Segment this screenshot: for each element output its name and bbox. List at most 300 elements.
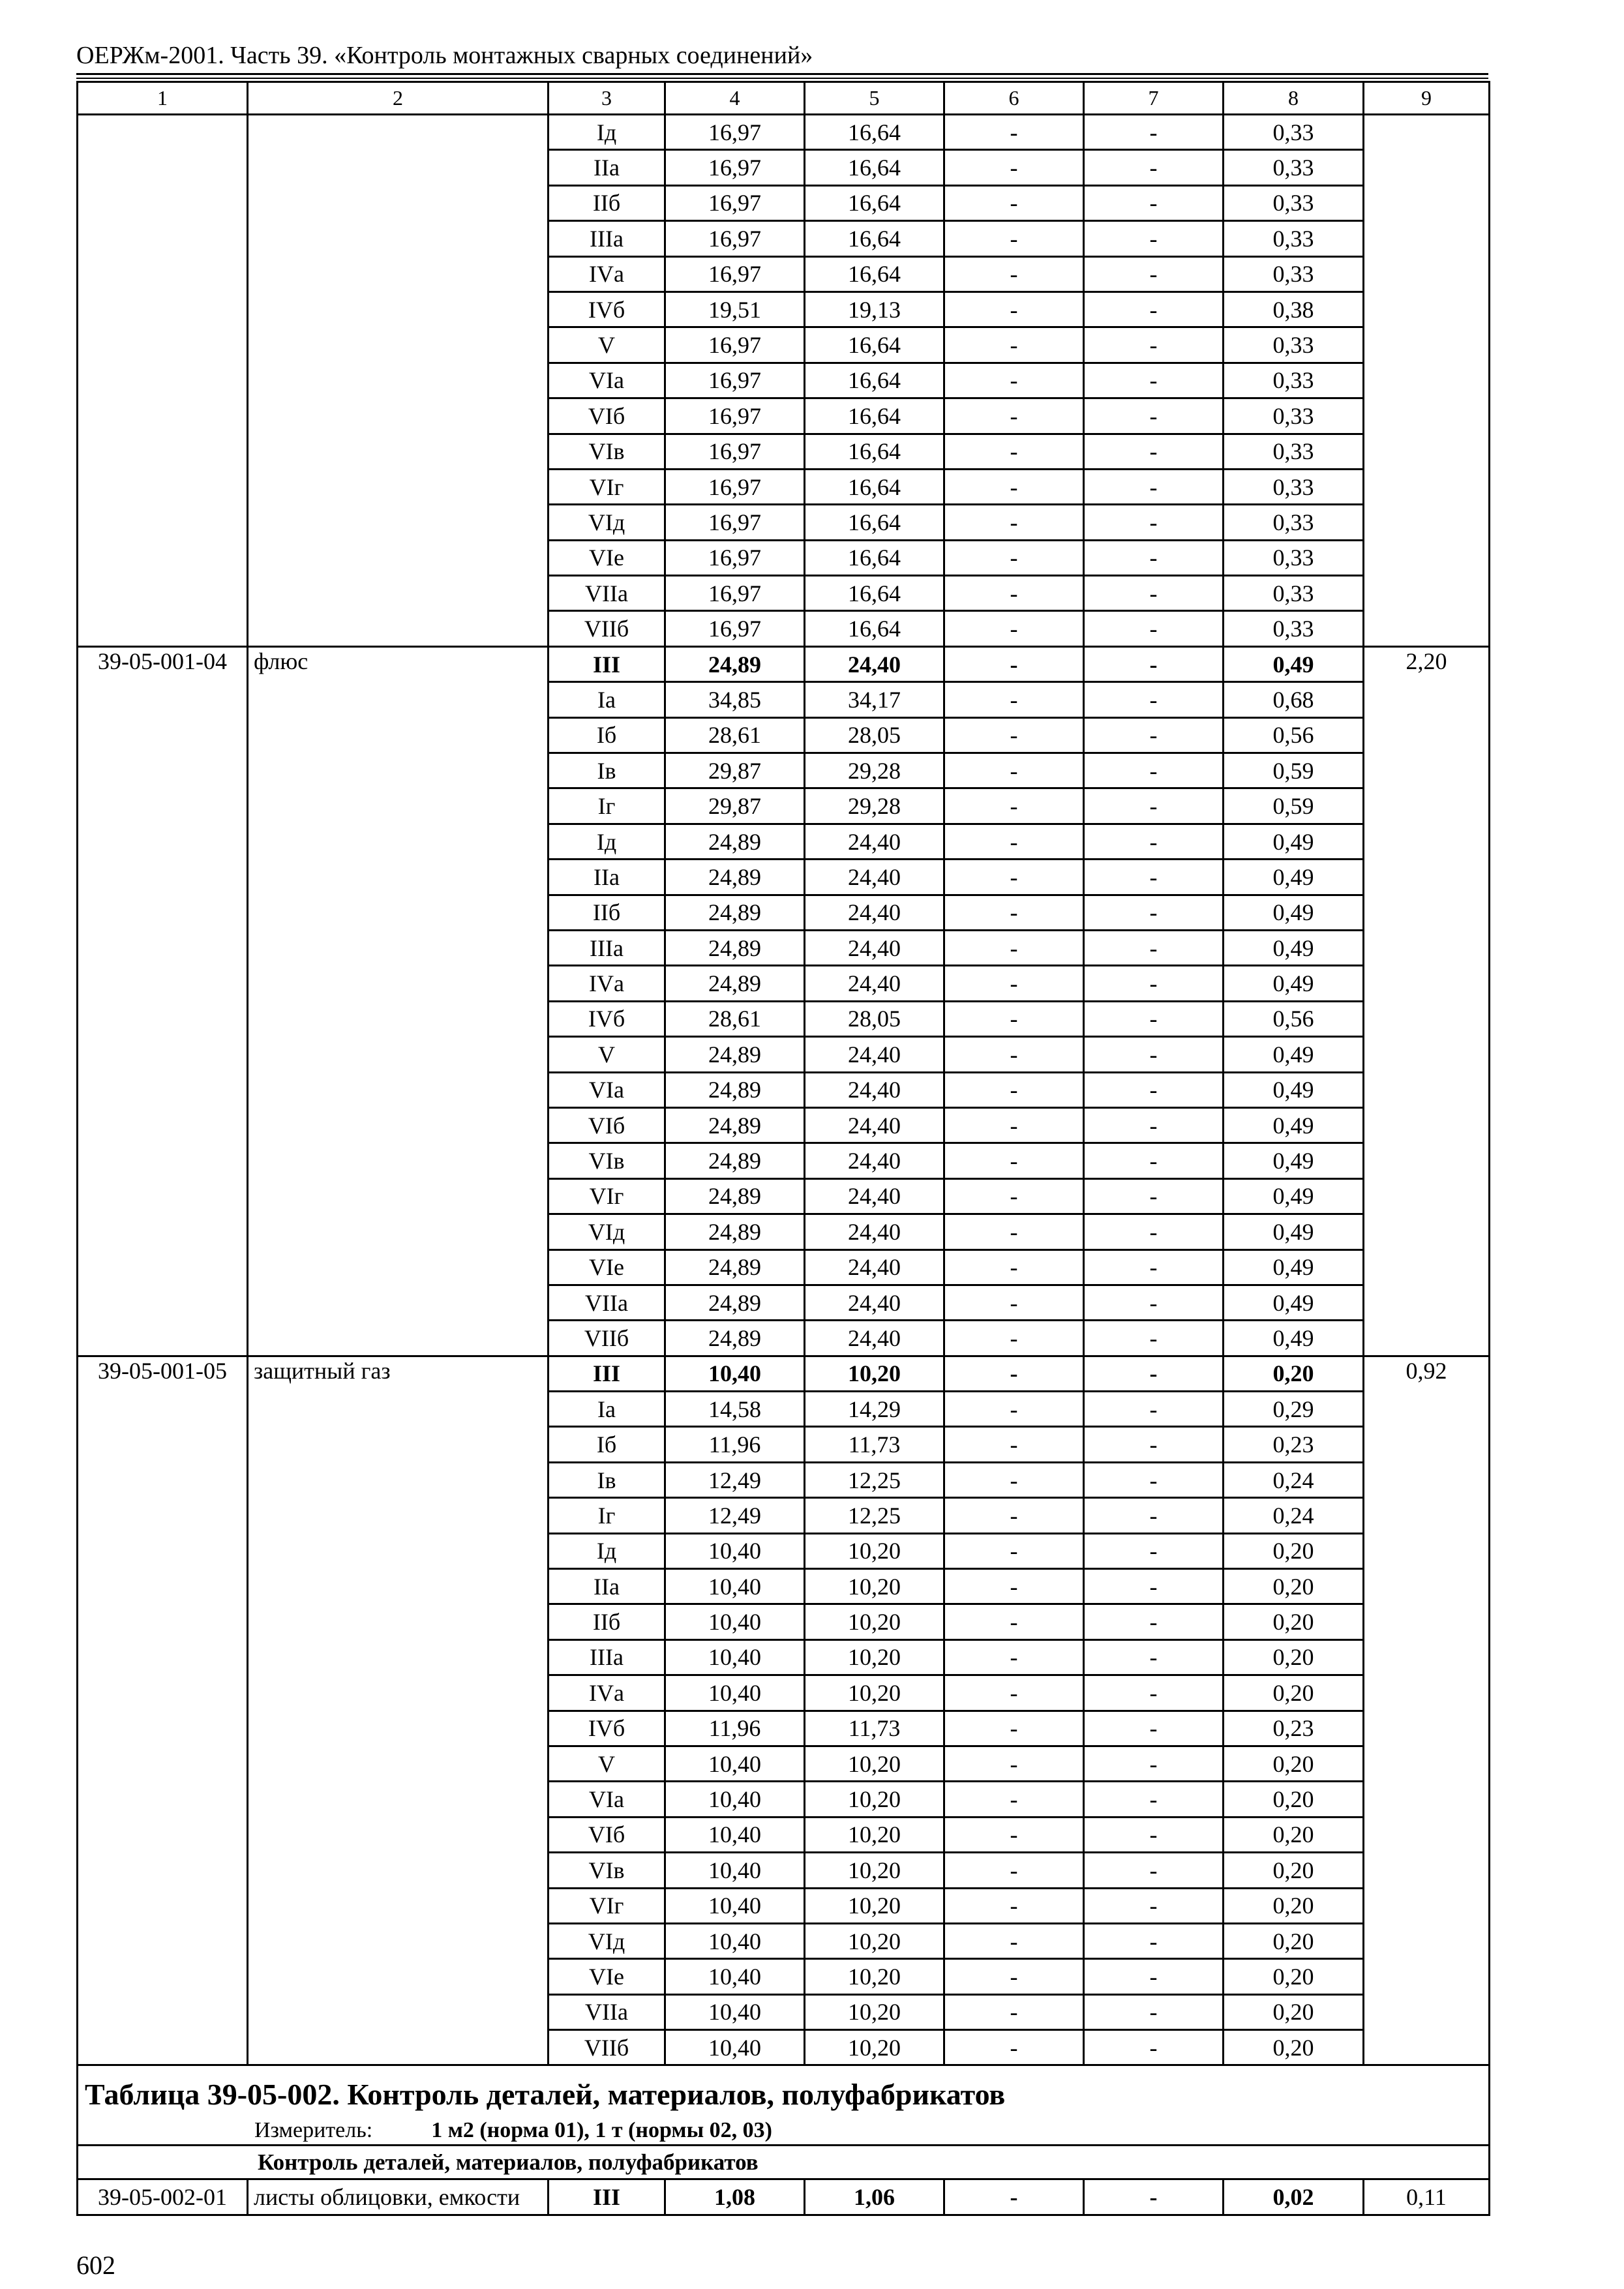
row-zone: VIIа <box>549 576 665 611</box>
row-c5: 10,20 <box>805 1746 944 1781</box>
row-c4: 28,61 <box>665 1001 805 1036</box>
row-zone: VIд <box>549 505 665 540</box>
row-zone: III <box>549 2179 665 2215</box>
rate-name: листы облицовки, емкости <box>248 2179 549 2215</box>
row-c7: - <box>1084 292 1224 327</box>
row-c8: 0,49 <box>1224 1107 1364 1143</box>
row-c7: - <box>1084 788 1224 824</box>
row-c4: 24,89 <box>665 1178 805 1214</box>
row-zone: V <box>549 1746 665 1781</box>
row-c5: 16,64 <box>805 611 944 646</box>
row-zone: Iв <box>549 753 665 788</box>
rate-name: флюс <box>248 646 549 1356</box>
row-c6: - <box>944 611 1084 646</box>
row-c8: 0,49 <box>1224 1178 1364 1214</box>
row-c7: - <box>1084 1001 1224 1036</box>
row-zone: IIб <box>549 1604 665 1639</box>
row-c4: 16,97 <box>665 363 805 398</box>
row-c6: - <box>944 115 1084 150</box>
row-c5: 29,28 <box>805 788 944 824</box>
row-c5: 10,20 <box>805 1604 944 1639</box>
row-c7: - <box>1084 1498 1224 1533</box>
row-c8: 0,20 <box>1224 1959 1364 1994</box>
row-c8: 0,38 <box>1224 292 1364 327</box>
row-c6: - <box>944 717 1084 753</box>
row-c6: - <box>944 1817 1084 1852</box>
row-c8: 0,33 <box>1224 434 1364 469</box>
row-c7: - <box>1084 1249 1224 1285</box>
row-zone: IIIа <box>549 930 665 965</box>
row-zone: VIа <box>549 1072 665 1107</box>
row-c5: 11,73 <box>805 1711 944 1746</box>
row-c4: 10,40 <box>665 1639 805 1675</box>
row-c5: 12,25 <box>805 1498 944 1533</box>
row-zone: IIб <box>549 895 665 930</box>
row-zone: VIе <box>549 1959 665 1994</box>
row-c8: 0,33 <box>1224 363 1364 398</box>
row-zone: VIа <box>549 1782 665 1817</box>
row-zone: Iв <box>549 1462 665 1497</box>
row-c5: 14,29 <box>805 1392 944 1427</box>
row-c4: 10,40 <box>665 1888 805 1923</box>
row-c6: - <box>944 1639 1084 1675</box>
column-number-7: 7 <box>1084 82 1224 115</box>
row-c7: - <box>1084 1462 1224 1497</box>
row-c4: 16,97 <box>665 398 805 434</box>
row-c8: 0,33 <box>1224 611 1364 646</box>
row-c7: - <box>1084 966 1224 1001</box>
row-c5: 24,40 <box>805 930 944 965</box>
row-c7: - <box>1084 1285 1224 1320</box>
rate-code: 39-05-002-01 <box>78 2179 248 2215</box>
row-c6: - <box>944 363 1084 398</box>
code-cell <box>78 115 248 647</box>
row-c5: 24,40 <box>805 1143 944 1178</box>
row-c7: - <box>1084 1569 1224 1604</box>
row-c8: 0,49 <box>1224 1285 1364 1320</box>
row-c8: 0,20 <box>1224 1569 1364 1604</box>
header-rule-thin <box>76 78 1488 79</box>
row-c8: 0,33 <box>1224 576 1364 611</box>
row-c7: - <box>1084 1675 1224 1711</box>
row-c4: 24,89 <box>665 824 805 859</box>
row-c4: 10,40 <box>665 1817 805 1852</box>
row-c6: - <box>944 292 1084 327</box>
row-c6: - <box>944 1746 1084 1781</box>
row-c4: 24,89 <box>665 1249 805 1285</box>
row-c8: 0,49 <box>1224 1143 1364 1178</box>
row-c8: 0,56 <box>1224 1001 1364 1036</box>
row-c6: - <box>944 185 1084 220</box>
row-c6: - <box>944 1427 1084 1462</box>
row-c7: - <box>1084 434 1224 469</box>
row-c7: - <box>1084 576 1224 611</box>
row-c7: - <box>1084 1427 1224 1462</box>
row-c4: 11,96 <box>665 1711 805 1746</box>
row-c8: 0,49 <box>1224 1072 1364 1107</box>
row-c6: - <box>944 788 1084 824</box>
row-zone: IVб <box>549 1001 665 1036</box>
row-c5: 24,40 <box>805 1285 944 1320</box>
row-c4: 16,97 <box>665 505 805 540</box>
row-c7: - <box>1084 150 1224 185</box>
row-c8: 0,59 <box>1224 753 1364 788</box>
row-c6: - <box>944 150 1084 185</box>
row-c8: 0,29 <box>1224 1392 1364 1427</box>
row-c8: 0,33 <box>1224 469 1364 504</box>
row-zone: Iд <box>549 115 665 150</box>
row-c6: - <box>944 1072 1084 1107</box>
row-c7: - <box>1084 1214 1224 1249</box>
row-c7: - <box>1084 221 1224 256</box>
row-c5: 24,40 <box>805 1037 944 1072</box>
row-c8: 0,33 <box>1224 256 1364 292</box>
row-c6: - <box>944 1321 1084 1356</box>
row-c4: 10,40 <box>665 1569 805 1604</box>
row-zone: Iа <box>549 1392 665 1427</box>
document-header: ОЕРЖм-2001. Часть 39. «Контроль монтажных сварных соединений» <box>76 42 813 69</box>
row-c8: 0,20 <box>1224 1853 1364 1888</box>
row-zone: Iд <box>549 824 665 859</box>
meter-line <box>78 2112 1488 2144</box>
row-c7: - <box>1084 2179 1224 2215</box>
row-c5: 10,20 <box>805 1356 944 1391</box>
row-c8: 0,20 <box>1224 1604 1364 1639</box>
column-number-8: 8 <box>1224 82 1364 115</box>
row-c4: 10,40 <box>665 2030 805 2065</box>
row-c6: - <box>944 1285 1084 1320</box>
row-c7: - <box>1084 1711 1224 1746</box>
row-zone: IIа <box>549 150 665 185</box>
row-c7: - <box>1084 469 1224 504</box>
row-c5: 16,64 <box>805 434 944 469</box>
row-c8: 0,20 <box>1224 1746 1364 1781</box>
rates-table <box>76 81 1490 2216</box>
row-c5: 34,17 <box>805 682 944 717</box>
row-c4: 24,89 <box>665 1107 805 1143</box>
row-c5: 16,64 <box>805 256 944 292</box>
row-c7: - <box>1084 753 1224 788</box>
row-c6: - <box>944 1178 1084 1214</box>
row-c4: 24,89 <box>665 895 805 930</box>
row-c6: - <box>944 540 1084 575</box>
row-c5: 16,64 <box>805 505 944 540</box>
row-zone: VIа <box>549 363 665 398</box>
row-c6: - <box>944 895 1084 930</box>
table-row <box>78 115 1490 150</box>
row-c5: 10,20 <box>805 1817 944 1852</box>
row-c5: 24,40 <box>805 966 944 1001</box>
row-zone: VIб <box>549 1817 665 1852</box>
row-c4: 24,89 <box>665 1214 805 1249</box>
row-c4: 24,89 <box>665 1072 805 1107</box>
row-c6: - <box>944 1143 1084 1178</box>
row-c8: 0,20 <box>1224 1923 1364 1958</box>
row-c6: - <box>944 1392 1084 1427</box>
row-c5: 10,20 <box>805 1782 944 1817</box>
row-c5: 24,40 <box>805 646 944 681</box>
row-c5: 19,13 <box>805 292 944 327</box>
row-c4: 16,97 <box>665 256 805 292</box>
row-c7: - <box>1084 1959 1224 1994</box>
row-c6: - <box>944 1569 1084 1604</box>
row-c5: 24,40 <box>805 1214 944 1249</box>
row-c4: 16,97 <box>665 434 805 469</box>
row-c6: - <box>944 1214 1084 1249</box>
row-c7: - <box>1084 1746 1224 1781</box>
row-c5: 10,20 <box>805 1533 944 1568</box>
row-c6: - <box>944 2030 1084 2065</box>
row-zone: VIв <box>549 1853 665 1888</box>
column-number-row <box>78 82 1490 115</box>
row-c6: - <box>944 2179 1084 2215</box>
row-c6: - <box>944 966 1084 1001</box>
row-zone: VIв <box>549 434 665 469</box>
row-c8: 0,33 <box>1224 150 1364 185</box>
row-c8: 0,23 <box>1224 1711 1364 1746</box>
row-c8: 0,49 <box>1224 1249 1364 1285</box>
row-c6: - <box>944 1782 1084 1817</box>
row-c6: - <box>944 1498 1084 1533</box>
rate-price: 2,20 <box>1364 646 1490 1356</box>
row-c4: 16,97 <box>665 611 805 646</box>
row-c6: - <box>944 327 1084 363</box>
row-c4: 16,97 <box>665 150 805 185</box>
row-zone: Iг <box>549 1498 665 1533</box>
row-c4: 10,40 <box>665 1675 805 1711</box>
row-zone: VIг <box>549 1178 665 1214</box>
table-row <box>78 646 1490 681</box>
row-c4: 1,08 <box>665 2179 805 2215</box>
row-c4: 29,87 <box>665 753 805 788</box>
row-c8: 0,49 <box>1224 646 1364 681</box>
row-c8: 0,49 <box>1224 895 1364 930</box>
row-zone: VIд <box>549 1214 665 1249</box>
row-c5: 24,40 <box>805 1249 944 1285</box>
row-c4: 24,89 <box>665 1285 805 1320</box>
row-c8: 0,20 <box>1224 1533 1364 1568</box>
row-c8: 0,20 <box>1224 2030 1364 2065</box>
header-rule <box>76 73 1488 75</box>
row-c7: - <box>1084 1321 1224 1356</box>
row-c8: 0,02 <box>1224 2179 1364 2215</box>
row-c6: - <box>944 1037 1084 1072</box>
row-c5: 16,64 <box>805 398 944 434</box>
row-c4: 16,97 <box>665 540 805 575</box>
row-c7: - <box>1084 824 1224 859</box>
row-c7: - <box>1084 717 1224 753</box>
row-c7: - <box>1084 1392 1224 1427</box>
row-c8: 0,33 <box>1224 115 1364 150</box>
table-row <box>78 2179 1490 2215</box>
row-c6: - <box>944 1711 1084 1746</box>
row-c4: 11,96 <box>665 1427 805 1462</box>
row-zone: VIе <box>549 1249 665 1285</box>
rate-price: 0,11 <box>1364 2179 1490 2215</box>
row-c8: 0,20 <box>1224 1675 1364 1711</box>
row-c7: - <box>1084 1604 1224 1639</box>
row-c6: - <box>944 1853 1084 1888</box>
row-c4: 16,97 <box>665 576 805 611</box>
row-c8: 0,49 <box>1224 1037 1364 1072</box>
row-zone: V <box>549 327 665 363</box>
page-number: 602 <box>76 2251 115 2280</box>
row-c7: - <box>1084 611 1224 646</box>
row-c6: - <box>944 1994 1084 2029</box>
row-c7: - <box>1084 1143 1224 1178</box>
row-c5: 1,06 <box>805 2179 944 2215</box>
row-zone: Iд <box>549 1533 665 1568</box>
row-c6: - <box>944 1107 1084 1143</box>
row-c4: 10,40 <box>665 1853 805 1888</box>
row-zone: VIб <box>549 1107 665 1143</box>
row-c8: 0,49 <box>1224 824 1364 859</box>
row-c5: 10,20 <box>805 1994 944 2029</box>
row-c8: 0,20 <box>1224 1782 1364 1817</box>
row-c6: - <box>944 221 1084 256</box>
row-c7: - <box>1084 1817 1224 1852</box>
row-c8: 0,49 <box>1224 860 1364 895</box>
table-title-row <box>78 2065 1490 2146</box>
row-c4: 24,89 <box>665 860 805 895</box>
row-zone: IVа <box>549 256 665 292</box>
row-zone: V <box>549 1037 665 1072</box>
row-c7: - <box>1084 540 1224 575</box>
row-c7: - <box>1084 363 1224 398</box>
row-c4: 16,97 <box>665 469 805 504</box>
row-c5: 16,64 <box>805 540 944 575</box>
row-c4: 24,89 <box>665 1143 805 1178</box>
row-c8: 0,33 <box>1224 398 1364 434</box>
row-c4: 10,40 <box>665 1533 805 1568</box>
row-c8: 0,20 <box>1224 1994 1364 2029</box>
row-c4: 24,89 <box>665 646 805 681</box>
row-c5: 24,40 <box>805 1107 944 1143</box>
row-zone: IIIа <box>549 1639 665 1675</box>
row-c5: 24,40 <box>805 824 944 859</box>
row-zone: VIIа <box>549 1285 665 1320</box>
row-c5: 10,20 <box>805 1853 944 1888</box>
row-c7: - <box>1084 115 1224 150</box>
row-c8: 0,20 <box>1224 1817 1364 1852</box>
row-c6: - <box>944 646 1084 681</box>
row-c6: - <box>944 576 1084 611</box>
row-c8: 0,49 <box>1224 1321 1364 1356</box>
row-zone: Iб <box>549 717 665 753</box>
row-c7: - <box>1084 682 1224 717</box>
row-zone: VIб <box>549 398 665 434</box>
row-c4: 16,97 <box>665 185 805 220</box>
row-zone: IVб <box>549 292 665 327</box>
row-c5: 16,64 <box>805 221 944 256</box>
row-zone: IIIа <box>549 221 665 256</box>
row-c8: 0,33 <box>1224 505 1364 540</box>
rate-name: защитный газ <box>248 1356 549 2065</box>
row-c7: - <box>1084 1923 1224 1958</box>
row-c4: 24,89 <box>665 930 805 965</box>
row-c6: - <box>944 505 1084 540</box>
row-c5: 24,40 <box>805 1178 944 1214</box>
row-c7: - <box>1084 1888 1224 1923</box>
row-zone: Iг <box>549 788 665 824</box>
row-c6: - <box>944 930 1084 965</box>
row-c8: 0,20 <box>1224 1356 1364 1391</box>
row-c5: 16,64 <box>805 469 944 504</box>
row-c4: 29,87 <box>665 788 805 824</box>
row-c6: - <box>944 753 1084 788</box>
row-c6: - <box>944 469 1084 504</box>
table-title: Таблица 39-05-002. Контроль деталей, материалов, полуфабрикатов <box>85 2078 1006 2112</box>
row-c7: - <box>1084 327 1224 363</box>
row-zone: III <box>549 1356 665 1391</box>
row-c5: 24,40 <box>805 895 944 930</box>
row-zone: VIв <box>549 1143 665 1178</box>
row-c4: 16,97 <box>665 327 805 363</box>
rate-code: 39-05-001-04 <box>78 646 248 1356</box>
row-c7: - <box>1084 895 1224 930</box>
row-c7: - <box>1084 930 1224 965</box>
row-c5: 24,40 <box>805 1072 944 1107</box>
row-c6: - <box>944 1001 1084 1036</box>
table-title-cell <box>78 2065 1490 2146</box>
row-zone: IIа <box>549 1569 665 1604</box>
section-title: Контроль деталей, материалов, полуфабрикатов <box>78 2146 1490 2179</box>
row-c5: 16,64 <box>805 327 944 363</box>
row-c8: 0,33 <box>1224 221 1364 256</box>
row-c5: 28,05 <box>805 1001 944 1036</box>
column-number-5: 5 <box>805 82 944 115</box>
row-c4: 10,40 <box>665 1604 805 1639</box>
row-c5: 10,20 <box>805 1639 944 1675</box>
row-c6: - <box>944 398 1084 434</box>
table-row <box>78 1356 1490 1391</box>
row-c8: 0,33 <box>1224 327 1364 363</box>
row-c5: 10,20 <box>805 1888 944 1923</box>
row-c5: 29,28 <box>805 753 944 788</box>
row-c8: 0,20 <box>1224 1888 1364 1923</box>
row-c4: 10,40 <box>665 1356 805 1391</box>
row-c6: - <box>944 824 1084 859</box>
row-c7: - <box>1084 1072 1224 1107</box>
column-number-2: 2 <box>248 82 549 115</box>
row-c6: - <box>944 1249 1084 1285</box>
section-row <box>78 2146 1490 2179</box>
row-zone: IVб <box>549 1711 665 1746</box>
row-c7: - <box>1084 1782 1224 1817</box>
row-c8: 0,49 <box>1224 1214 1364 1249</box>
column-number-9: 9 <box>1364 82 1490 115</box>
row-c4: 10,40 <box>665 1923 805 1958</box>
row-zone: IVа <box>549 1675 665 1711</box>
row-c4: 12,49 <box>665 1462 805 1497</box>
row-c4: 16,97 <box>665 115 805 150</box>
row-c7: - <box>1084 256 1224 292</box>
row-c8: 0,23 <box>1224 1427 1364 1462</box>
row-c8: 0,24 <box>1224 1462 1364 1497</box>
column-number-1: 1 <box>78 82 248 115</box>
row-zone: IIб <box>549 185 665 220</box>
row-c5: 16,64 <box>805 185 944 220</box>
row-c4: 10,40 <box>665 1959 805 1994</box>
row-c7: - <box>1084 1037 1224 1072</box>
row-c8: 0,49 <box>1224 966 1364 1001</box>
row-zone: VIе <box>549 540 665 575</box>
row-c5: 10,20 <box>805 1569 944 1604</box>
row-c7: - <box>1084 1853 1224 1888</box>
meter-value: 1 м2 (норма 01), 1 т (нормы 02, 03) <box>431 2118 772 2143</box>
column-number-4: 4 <box>665 82 805 115</box>
rate-price: 0,92 <box>1364 1356 1490 2065</box>
